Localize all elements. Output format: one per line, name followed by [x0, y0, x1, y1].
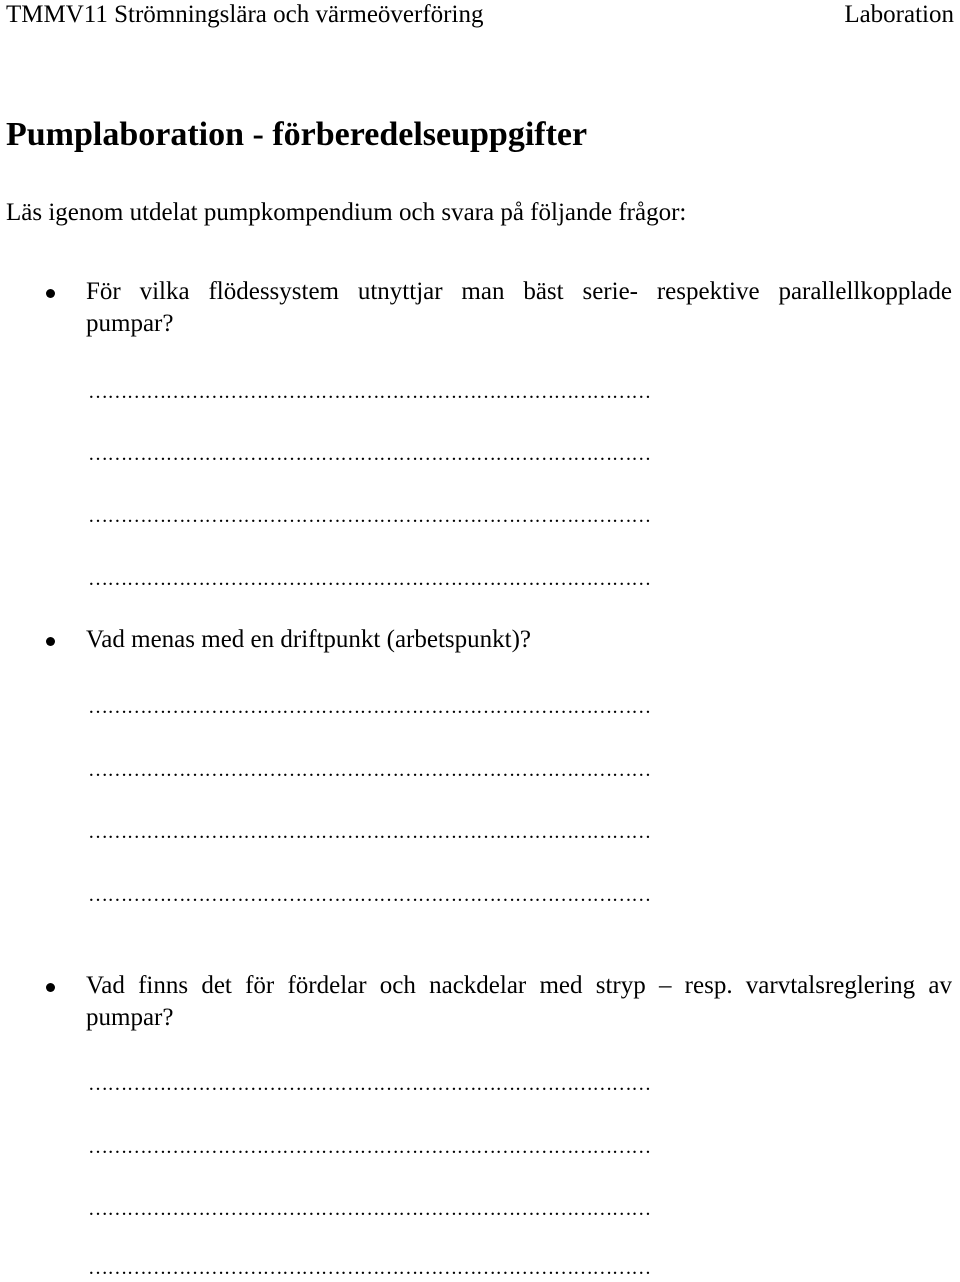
answer-line[interactable]: ……………………………………………………………………………: [88, 381, 651, 403]
question-text: [86, 624, 952, 656]
question-line: För vilka flödessystem utnyttjar man bäst serie- respektive parallellkopplade: [86, 278, 952, 305]
answer-line[interactable]: ……………………………………………………………………………: [88, 696, 651, 718]
answer-line[interactable]: ……………………………………………………………………………: [88, 443, 651, 465]
document-type: Laboration: [844, 1, 954, 28]
bullet-icon: [46, 637, 55, 646]
question-line: pumpar?: [86, 1004, 174, 1031]
answer-line[interactable]: ……………………………………………………………………………: [88, 884, 651, 906]
bullet-icon: [46, 983, 55, 992]
course-title: TMMV11 Strömningslära och värmeöverföring: [6, 1, 484, 28]
page-title: Pumplaboration - förberedelseuppgifter: [6, 116, 588, 153]
page-header: [0, 0, 960, 30]
answer-line[interactable]: ……………………………………………………………………………: [88, 1136, 651, 1158]
bullet-icon: [46, 289, 55, 298]
answer-line[interactable]: ……………………………………………………………………………: [88, 568, 651, 590]
question-line: Vad menas med en driftpunkt (arbetspunkt)?: [86, 626, 532, 653]
answer-line[interactable]: ……………………………………………………………………………: [88, 1257, 651, 1279]
answer-line[interactable]: ……………………………………………………………………………: [88, 1073, 651, 1095]
intro-text: Läs igenom utdelat pumpkompendium och svara på följande frågor:: [6, 199, 687, 226]
question-line: Vad finns det för fördelar och nackdelar med stryp – resp. varvtalsreglering av: [86, 972, 952, 999]
answer-line[interactable]: ……………………………………………………………………………: [88, 1198, 651, 1220]
question-line: pumpar?: [86, 310, 174, 337]
question-text: [86, 276, 952, 340]
answer-line[interactable]: ……………………………………………………………………………: [88, 821, 651, 843]
answer-line[interactable]: ……………………………………………………………………………: [88, 505, 651, 527]
question-text: [86, 970, 952, 1034]
answer-line[interactable]: ……………………………………………………………………………: [88, 759, 651, 781]
